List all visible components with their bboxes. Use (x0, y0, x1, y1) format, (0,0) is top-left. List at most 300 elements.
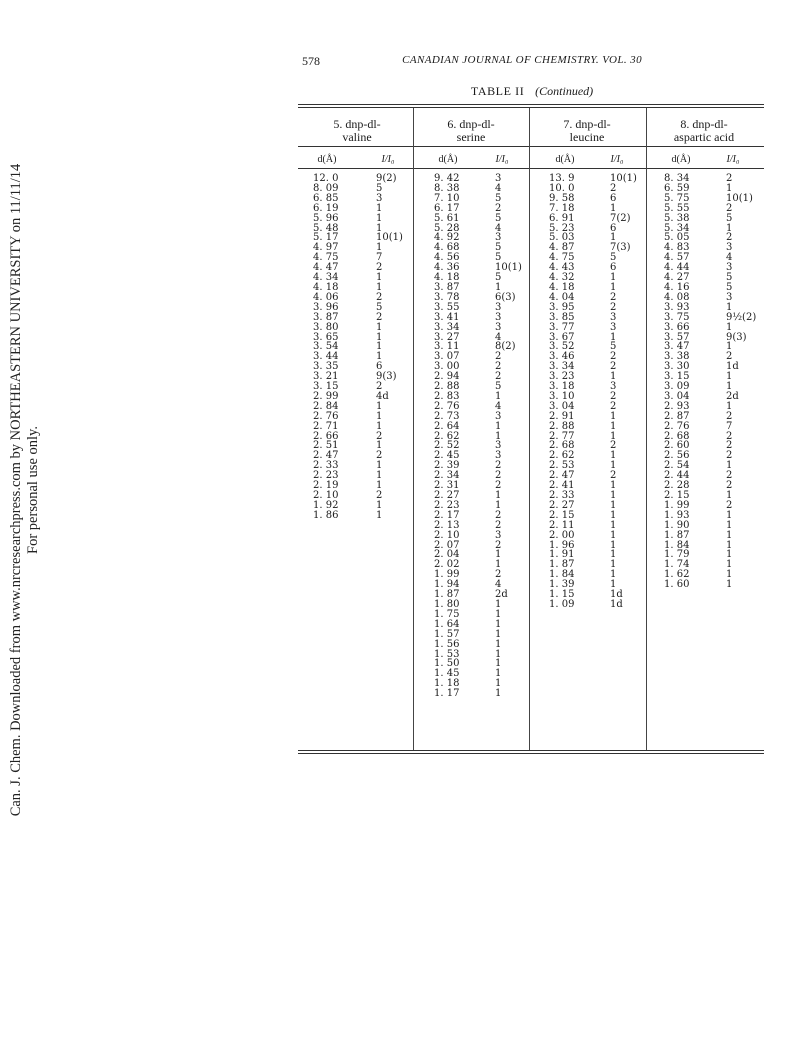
header-rule (298, 146, 764, 147)
d-spacing-cell: 1. 74 (664, 559, 690, 571)
d-spacing-cell: 2. 66 (313, 430, 339, 442)
aspartic-d-values (664, 174, 689, 590)
intensity-cell: 1 (610, 281, 617, 293)
d-spacing-cell: 2. 33 (313, 460, 339, 472)
intensity-cell: 1 (376, 351, 383, 363)
intensity-cell: 7(3) (610, 242, 631, 254)
intensity-cell: 1 (726, 509, 733, 521)
d-spacing-cell: 3. 52 (549, 341, 575, 353)
intensity-cell: 2 (495, 371, 502, 383)
intensity-cell: 2 (376, 430, 383, 442)
intensity-cell: 1 (495, 638, 502, 650)
d-spacing-cell: 2. 88 (434, 381, 460, 393)
d-spacing-cell: 2. 88 (549, 420, 575, 432)
intensity-cell: 5 (376, 301, 383, 313)
d-spacing-cell: 7. 18 (549, 202, 575, 214)
d-spacing-cell: 2. 15 (549, 509, 575, 521)
aspartic-intensity-values (726, 174, 756, 590)
intensity-cell: 2 (726, 499, 733, 511)
d-spacing-cell: 1. 64 (434, 618, 460, 630)
intensity-cell: 4 (726, 252, 733, 264)
d-spacing-cell: 3. 10 (549, 390, 575, 402)
intensity-cell: 3 (495, 232, 502, 244)
d-spacing-cell: 2. 11 (549, 519, 575, 531)
column-header-valine (300, 118, 414, 144)
column-header-line2: serine (456, 130, 486, 144)
intensity-cell: 1 (726, 460, 733, 472)
intensity-cell: 1 (610, 232, 617, 244)
subheader-intensity: I/I₀ (495, 154, 509, 165)
intensity-cell: 4 (495, 579, 502, 591)
intensity-cell: 3 (495, 440, 502, 452)
intensity-cell: 1 (610, 509, 617, 521)
intensity-cell: 2 (726, 440, 733, 452)
intensity-cell: 1 (726, 519, 733, 531)
d-spacing-cell: 4. 44 (664, 262, 690, 274)
d-spacing-cell: 6. 85 (313, 192, 339, 204)
intensity-cell: 5 (726, 281, 733, 293)
intensity-cell: 9½(2) (726, 311, 757, 323)
serine-d-values (434, 174, 459, 699)
intensity-cell: 1 (726, 539, 733, 551)
intensity-cell: 1 (376, 509, 383, 521)
d-spacing-cell: 2. 04 (434, 549, 460, 561)
intensity-cell: 5 (726, 212, 733, 224)
d-spacing-cell: 1. 87 (434, 589, 460, 601)
intensity-cell: 1 (610, 371, 617, 383)
d-spacing-cell: 3. 67 (549, 331, 575, 343)
column-divider-1 (413, 108, 414, 750)
d-spacing-cell: 2. 47 (549, 470, 575, 482)
d-spacing-cell: 3. 96 (313, 301, 339, 313)
intensity-cell: 3 (376, 192, 383, 204)
column-header-line2: leucine (569, 130, 605, 144)
intensity-cell: 1 (726, 579, 733, 591)
d-spacing-cell: 2. 71 (313, 420, 339, 432)
d-spacing-cell: 2. 13 (434, 519, 460, 531)
intensity-cell: 10(1) (376, 232, 403, 244)
intensity-cell: 5 (495, 242, 502, 254)
d-spacing-cell: 3. 57 (664, 331, 690, 343)
d-spacing-cell: 1. 62 (664, 569, 690, 581)
intensity-cell: 6 (610, 192, 617, 204)
d-spacing-cell: 1. 53 (434, 648, 460, 660)
d-spacing-cell: 1. 84 (664, 539, 690, 551)
intensity-cell: 2 (610, 301, 617, 313)
d-spacing-cell: 2. 10 (434, 529, 460, 541)
intensity-cell: 4 (495, 331, 502, 343)
intensity-cell: 7(2) (610, 212, 631, 224)
subheader-intensity: I/I₀ (726, 154, 740, 165)
d-spacing-cell: 2. 77 (549, 430, 575, 442)
d-spacing-cell: 3. 04 (549, 400, 575, 412)
d-spacing-cell: 3. 38 (664, 351, 690, 363)
intensity-cell: 1 (610, 490, 617, 501)
intensity-cell: 1 (495, 549, 502, 561)
d-spacing-cell: 2. 93 (664, 400, 690, 412)
d-spacing-cell: 4. 04 (549, 291, 575, 303)
d-spacing-cell: 2. 84 (313, 400, 339, 412)
subheader-intensity: I/I₀ (610, 154, 624, 165)
leucine-d-values (549, 174, 574, 610)
d-spacing-cell: 2. 10 (313, 490, 339, 501)
page-number: 578 (302, 54, 320, 68)
intensity-cell: 2 (610, 390, 617, 402)
intensity-cell: 1 (726, 559, 733, 571)
d-spacing-cell: 3. 44 (313, 351, 339, 363)
intensity-cell: 2 (726, 430, 733, 442)
intensity-cell: 2 (726, 202, 733, 214)
d-spacing-cell: 2. 27 (434, 490, 460, 501)
d-spacing-cell: 4. 87 (549, 242, 575, 254)
d-spacing-cell: 1. 91 (549, 549, 575, 561)
intensity-cell: 1 (376, 202, 383, 214)
intensity-cell: 10(1) (495, 262, 522, 274)
d-spacing-cell: 3. 65 (313, 331, 339, 343)
intensity-cell: 9(3) (376, 371, 397, 383)
d-spacing-cell: 5. 23 (549, 222, 575, 234)
d-spacing-cell: 3. 18 (549, 381, 575, 393)
d-spacing-cell: 2. 28 (664, 480, 690, 492)
d-spacing-cell: 4. 34 (313, 272, 339, 284)
d-spacing-cell: 1. 80 (434, 598, 460, 610)
intensity-cell: 1 (610, 519, 617, 531)
bottom-rule (298, 750, 764, 751)
intensity-cell: 1 (495, 668, 502, 680)
d-spacing-cell: 6. 91 (549, 212, 575, 224)
d-spacing-cell: 9. 42 (434, 173, 460, 184)
column-header-line2: valine (342, 130, 372, 144)
d-spacing-cell: 5. 55 (664, 202, 690, 214)
intensity-cell: 6(3) (495, 291, 516, 303)
d-spacing-cell: 5. 17 (313, 232, 339, 244)
d-spacing-cell: 7. 10 (434, 192, 460, 204)
subheader-d-spacing: d(Å) (671, 154, 691, 165)
d-spacing-cell: 12. 0 (313, 173, 339, 184)
d-spacing-cell: 4. 36 (434, 262, 460, 274)
d-spacing-cell: 1. 99 (434, 569, 460, 581)
d-spacing-cell: 2. 73 (434, 410, 460, 422)
d-spacing-cell: 2. 68 (664, 430, 690, 442)
d-spacing-cell: 1. 18 (434, 678, 460, 690)
d-spacing-cell: 1. 17 (434, 688, 460, 700)
intensity-cell: 2 (610, 400, 617, 412)
d-spacing-cell: 2. 64 (434, 420, 460, 432)
intensity-cell: 2 (726, 480, 733, 492)
intensity-cell: 2 (726, 351, 733, 363)
d-spacing-cell: 3. 66 (664, 321, 690, 333)
d-spacing-cell: 2. 62 (434, 430, 460, 442)
d-spacing-cell: 4. 18 (313, 281, 339, 293)
d-spacing-cell: 3. 80 (313, 321, 339, 333)
d-spacing-cell: 4. 47 (313, 262, 339, 274)
valine-intensity-values (376, 174, 403, 521)
table-title-label: TABLE II (470, 84, 525, 98)
d-spacing-cell: 3. 15 (313, 381, 339, 393)
d-spacing-cell: 6. 17 (434, 202, 460, 214)
d-spacing-cell: 2. 33 (549, 490, 575, 501)
intensity-cell: 2 (495, 539, 502, 551)
column-header-leucine (530, 118, 644, 144)
intensity-cell: 3 (495, 321, 502, 333)
intensity-cell: 4 (495, 182, 502, 194)
d-spacing-cell: 2. 51 (313, 440, 339, 452)
d-spacing-cell: 13. 9 (549, 173, 575, 184)
d-spacing-cell: 2. 27 (549, 499, 575, 511)
d-spacing-cell: 5. 38 (664, 212, 690, 224)
intensity-cell: 2 (726, 470, 733, 482)
intensity-cell: 2 (495, 519, 502, 531)
intensity-cell: 5 (610, 252, 617, 264)
intensity-cell: 1 (726, 301, 733, 313)
d-spacing-cell: 1. 87 (549, 559, 575, 571)
intensity-cell: 2 (495, 569, 502, 581)
intensity-cell: 3 (610, 311, 617, 323)
intensity-cell: 1 (495, 420, 502, 432)
intensity-cell: 1 (726, 341, 733, 353)
intensity-cell: 1 (726, 529, 733, 541)
d-spacing-cell: 2. 44 (664, 470, 690, 482)
intensity-cell: 3 (726, 262, 733, 274)
intensity-cell: 1 (376, 212, 383, 224)
intensity-cell: 2 (376, 262, 383, 274)
d-spacing-cell: 2. 45 (434, 450, 460, 462)
d-spacing-cell: 2. 00 (549, 529, 575, 541)
d-spacing-cell: 1. 15 (549, 589, 575, 601)
intensity-cell: 1 (495, 608, 502, 620)
d-spacing-cell: 2. 56 (664, 450, 690, 462)
d-spacing-cell: 3. 21 (313, 371, 339, 383)
intensity-cell: 6 (610, 222, 617, 234)
d-spacing-cell: 3. 07 (434, 351, 460, 363)
d-spacing-cell: 4. 75 (549, 252, 575, 264)
d-spacing-cell: 5. 03 (549, 232, 575, 244)
intensity-cell: 2 (495, 351, 502, 363)
intensity-cell: 9(3) (726, 331, 747, 343)
intensity-cell: 1 (495, 490, 502, 501)
intensity-cell: 6 (376, 361, 383, 373)
intensity-cell: 1 (610, 480, 617, 492)
d-spacing-cell: 4. 57 (664, 252, 690, 264)
d-spacing-cell: 5. 48 (313, 222, 339, 234)
intensity-cell: 2 (610, 182, 617, 194)
d-spacing-cell: 1. 90 (664, 519, 690, 531)
intensity-cell: 1d (726, 361, 739, 373)
d-spacing-cell: 2. 62 (549, 450, 575, 462)
column-divider-3 (646, 108, 647, 750)
d-spacing-cell: 1. 09 (549, 598, 575, 610)
intensity-cell: 2 (610, 361, 617, 373)
d-spacing-cell: 3. 34 (549, 361, 575, 373)
intensity-cell: 2 (376, 291, 383, 303)
d-spacing-cell: 2. 23 (313, 470, 339, 482)
intensity-cell: 1 (726, 182, 733, 194)
top-rule (298, 104, 764, 105)
d-spacing-cell: 4. 08 (664, 291, 690, 303)
intensity-cell: 1 (610, 539, 617, 551)
d-spacing-cell: 4. 18 (434, 272, 460, 284)
intensity-cell: 2 (376, 311, 383, 323)
intensity-cell: 2 (376, 490, 383, 501)
intensity-cell: 1 (376, 440, 383, 452)
intensity-cell: 3 (610, 381, 617, 393)
column-header-aspartic-acid (647, 118, 761, 144)
d-spacing-cell: 6. 59 (664, 182, 690, 194)
intensity-cell: 2 (495, 509, 502, 521)
column-header-serine (414, 118, 528, 144)
table-title (300, 84, 764, 99)
d-spacing-cell: 2. 23 (434, 499, 460, 511)
intensity-cell: 6 (610, 262, 617, 274)
intensity-cell: 1 (376, 321, 383, 333)
d-spacing-cell: 1. 94 (434, 579, 460, 591)
download-notice (8, 150, 42, 830)
intensity-cell: 5 (495, 272, 502, 284)
intensity-cell: 1 (726, 222, 733, 234)
d-spacing-cell: 4. 83 (664, 242, 690, 254)
d-spacing-cell: 2. 54 (664, 460, 690, 472)
d-spacing-cell: 2. 17 (434, 509, 460, 521)
d-spacing-cell: 2. 76 (313, 410, 339, 422)
intensity-cell: 5 (376, 182, 383, 194)
d-spacing-cell: 4. 27 (664, 272, 690, 284)
d-spacing-cell: 2. 07 (434, 539, 460, 551)
intensity-cell: 2 (610, 470, 617, 482)
intensity-cell: 1 (495, 618, 502, 630)
intensity-cell: 1 (376, 222, 383, 234)
intensity-cell: 2 (376, 381, 383, 393)
d-spacing-cell: 8. 34 (664, 173, 690, 184)
intensity-cell: 1 (610, 430, 617, 442)
intensity-cell: 1 (495, 688, 502, 700)
intensity-cell: 2 (495, 480, 502, 492)
intensity-cell: 3 (726, 242, 733, 254)
intensity-cell: 1 (726, 381, 733, 393)
d-spacing-cell: 3. 55 (434, 301, 460, 313)
intensity-cell: 1 (726, 549, 733, 561)
intensity-cell: 1 (376, 470, 383, 482)
intensity-cell: 1 (726, 490, 733, 501)
intensity-cell: 1 (610, 272, 617, 284)
d-spacing-cell: 4. 92 (434, 232, 460, 244)
d-spacing-cell: 2. 41 (549, 480, 575, 492)
intensity-cell: 1 (610, 499, 617, 511)
intensity-cell: 3 (495, 529, 502, 541)
intensity-cell: 2 (726, 232, 733, 244)
d-spacing-cell: 10. 0 (549, 182, 575, 194)
d-spacing-cell: 5. 75 (664, 192, 690, 204)
subheader-rule (298, 168, 764, 169)
download-notice-line1: Can. J. Chem. Downloaded from www.nrcresearchpress.com by NORTHEASTERN UNIVERSITY on 11/11/14 (8, 163, 24, 817)
d-spacing-cell: 5. 96 (313, 212, 339, 224)
d-spacing-cell: 5. 28 (434, 222, 460, 234)
d-spacing-cell: 2. 87 (664, 410, 690, 422)
intensity-cell: 5 (610, 341, 617, 353)
d-spacing-cell: 2. 60 (664, 440, 690, 452)
intensity-cell: 1 (376, 460, 383, 472)
download-notice-line2: For personal use only. (25, 426, 41, 554)
d-spacing-cell: 1. 99 (664, 499, 690, 511)
d-spacing-cell: 3. 87 (434, 281, 460, 293)
d-spacing-cell: 2. 15 (664, 490, 690, 501)
subheader-d-spacing: d(Å) (317, 154, 337, 165)
d-spacing-cell: 3. 78 (434, 291, 460, 303)
journal-title: CANADIAN JOURNAL OF CHEMISTRY. VOL. 30 (402, 54, 642, 66)
intensity-cell: 9(2) (376, 173, 397, 184)
d-spacing-cell: 2. 47 (313, 450, 339, 462)
intensity-cell: 2 (495, 361, 502, 373)
subheader-d-spacing: d(Å) (555, 154, 575, 165)
intensity-cell: 1 (495, 281, 502, 293)
intensity-cell: 1 (726, 569, 733, 581)
intensity-cell: 1d (610, 589, 623, 601)
top-rule-2 (298, 107, 764, 108)
intensity-cell: 3 (726, 291, 733, 303)
intensity-cell: 1 (610, 569, 617, 581)
d-spacing-cell: 8. 38 (434, 182, 460, 194)
d-spacing-cell: 1. 93 (664, 509, 690, 521)
intensity-cell: 1 (376, 499, 383, 511)
intensity-cell: 1 (726, 400, 733, 412)
d-spacing-cell: 2. 76 (434, 400, 460, 412)
d-spacing-cell: 3. 46 (549, 351, 575, 363)
d-spacing-cell: 1. 86 (313, 509, 339, 521)
d-spacing-cell: 8. 09 (313, 182, 339, 194)
intensity-cell: 5 (495, 252, 502, 264)
d-spacing-cell: 2. 83 (434, 390, 460, 402)
bottom-rule-2 (298, 753, 764, 754)
intensity-cell: 1 (495, 499, 502, 511)
intensity-cell: 1 (610, 331, 617, 343)
intensity-cell: 1 (495, 559, 502, 571)
intensity-cell: 1 (610, 549, 617, 561)
intensity-cell: 1 (376, 281, 383, 293)
intensity-cell: 2d (726, 390, 739, 402)
intensity-cell: 3 (495, 301, 502, 313)
intensity-cell: 5 (495, 192, 502, 204)
leucine-intensity-values (610, 174, 637, 610)
intensity-cell: 2 (495, 460, 502, 472)
intensity-cell: 3 (610, 321, 617, 333)
d-spacing-cell: 2. 91 (549, 410, 575, 422)
d-spacing-cell: 1. 84 (549, 569, 575, 581)
d-spacing-cell: 2. 19 (313, 480, 339, 492)
d-spacing-cell: 4. 75 (313, 252, 339, 264)
d-spacing-cell: 1. 60 (664, 579, 690, 591)
intensity-cell: 1 (610, 410, 617, 422)
d-spacing-cell: 3. 35 (313, 361, 339, 373)
d-spacing-cell: 4. 68 (434, 242, 460, 254)
intensity-cell: 1 (376, 272, 383, 284)
d-spacing-cell: 2. 39 (434, 460, 460, 472)
d-spacing-cell: 1. 56 (434, 638, 460, 650)
intensity-cell: 5 (495, 381, 502, 393)
intensity-cell: 10(1) (610, 173, 637, 184)
d-spacing-cell: 3. 75 (664, 311, 690, 323)
d-spacing-cell: 4. 97 (313, 242, 339, 254)
d-spacing-cell: 4. 32 (549, 272, 575, 284)
intensity-cell: 2 (726, 410, 733, 422)
d-spacing-cell: 3. 00 (434, 361, 460, 373)
intensity-cell: 5 (495, 212, 502, 224)
d-spacing-cell: 3. 95 (549, 301, 575, 313)
d-spacing-cell: 1. 79 (664, 549, 690, 561)
d-spacing-cell: 1. 39 (549, 579, 575, 591)
intensity-cell: 1 (726, 321, 733, 333)
d-spacing-cell: 2. 53 (549, 460, 575, 472)
intensity-cell: 1 (610, 420, 617, 432)
d-spacing-cell: 5. 34 (664, 222, 690, 234)
